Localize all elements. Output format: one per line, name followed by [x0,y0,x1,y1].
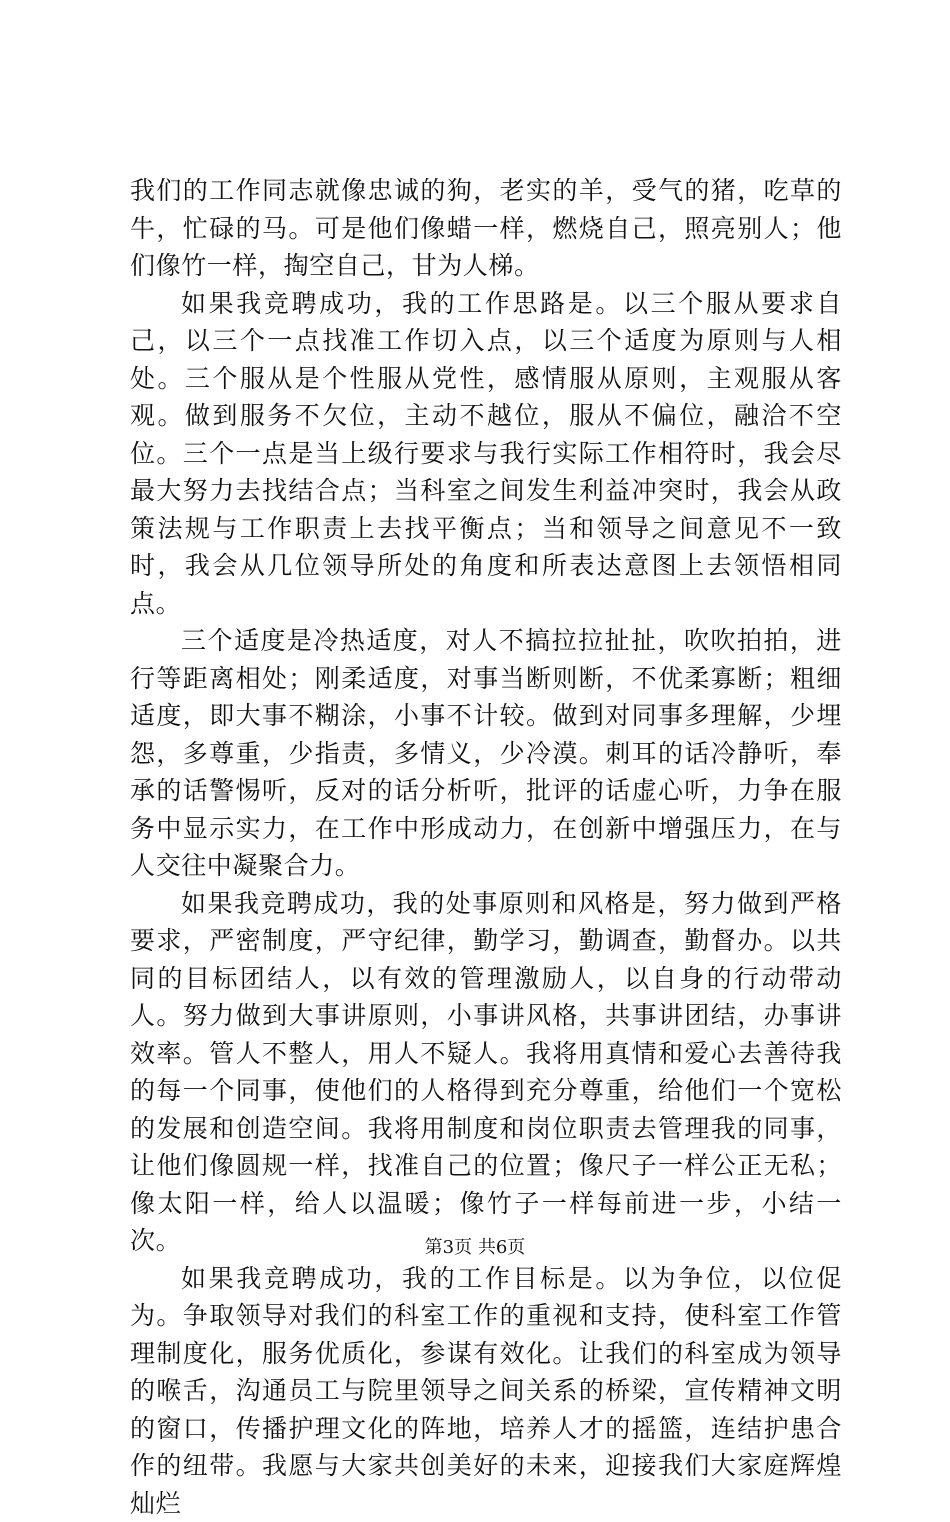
paragraph-4: 如果我竞聘成功，我的处事原则和风格是，努力做到严格要求，严密制度，严守纪律，勤学习，勤调查，勤督办。以共同的目标团结人，以有效的管理激励人，以自身的行动带动人。努力做到大事讲原则，小事讲风格，共事讲团结，办事讲效率。管人不整人，用人不疑人。我将用真情和爱心去善待我的每一个同事，使他们的人格得到充分尊重，给他们一个宽松的发展和创造空间。我将用制度和岗位职责去管理我的同事，让他们像圆规一样，找准自己的位置；像尺子一样公正无私；像太阳一样，给人以温暖；像竹子一样每前进一步，小结一次。 [130,885,842,1260]
page-number-footer: 第3页 共6页 [0,1236,950,1260]
paragraph-5: 如果我竞聘成功，我的工作目标是。以为争位，以位促为。争取领导对我们的科室工作的重视和支持，使科室工作管理制度化，服务优质化，参谋有效化。让我们的科室成为领导的喉舌，沟通员工与院里领导之间关系的桥梁，宣传精神文明的窗口，传播护理文化的阵地，培养人才的摇篮，连结护患合作的纽带。我愿与大家共创美好的未来，迎接我们大家庭辉煌灿烂 [130,1260,842,1522]
paragraph-3: 三个适度是冷热适度，对人不搞拉拉扯扯，吹吹拍拍，进行等距离相处；刚柔适度，对事当断则断，不优柔寡断；粗细适度，即大事不糊涂，小事不计较。做到对同事多理解，少埋怨，多尊重，少指责，多情义，少冷漠。刺耳的话冷静听，奉承的话警惕听，反对的话分析听，批评的话虚心听，力争在服务中显示实力，在工作中形成动力，在创新中增强压力，在与人交往中凝聚合力。 [130,622,842,885]
paragraph-2: 如果我竞聘成功，我的工作思路是。以三个服从要求自己，以三个一点找准工作切入点，以三个适度为原则与人相处。三个服从是个性服从党性，感情服从原则，主观服从客观。做到服务不欠位，主动不越位，服从不偏位，融洽不空位。三个一点是当上级行要求与我行实际工作相符时，我会尽最大努力去找结合点；当科室之间发生利益冲突时，我会从政策法规与工作职责上去找平衡点；当和领导之间意见不一致时，我会从几位领导所处的角度和所表达意图上去领悟相同点。 [130,285,842,623]
paragraph-1: 我们的工作同志就像忠诚的狗，老实的羊，受气的猪，吃草的牛，忙碌的马。可是他们像蜡一样，燃烧自己，照亮别人；他们像竹一样，掏空自己，甘为人梯。 [130,172,842,285]
document-body [130,172,842,1522]
